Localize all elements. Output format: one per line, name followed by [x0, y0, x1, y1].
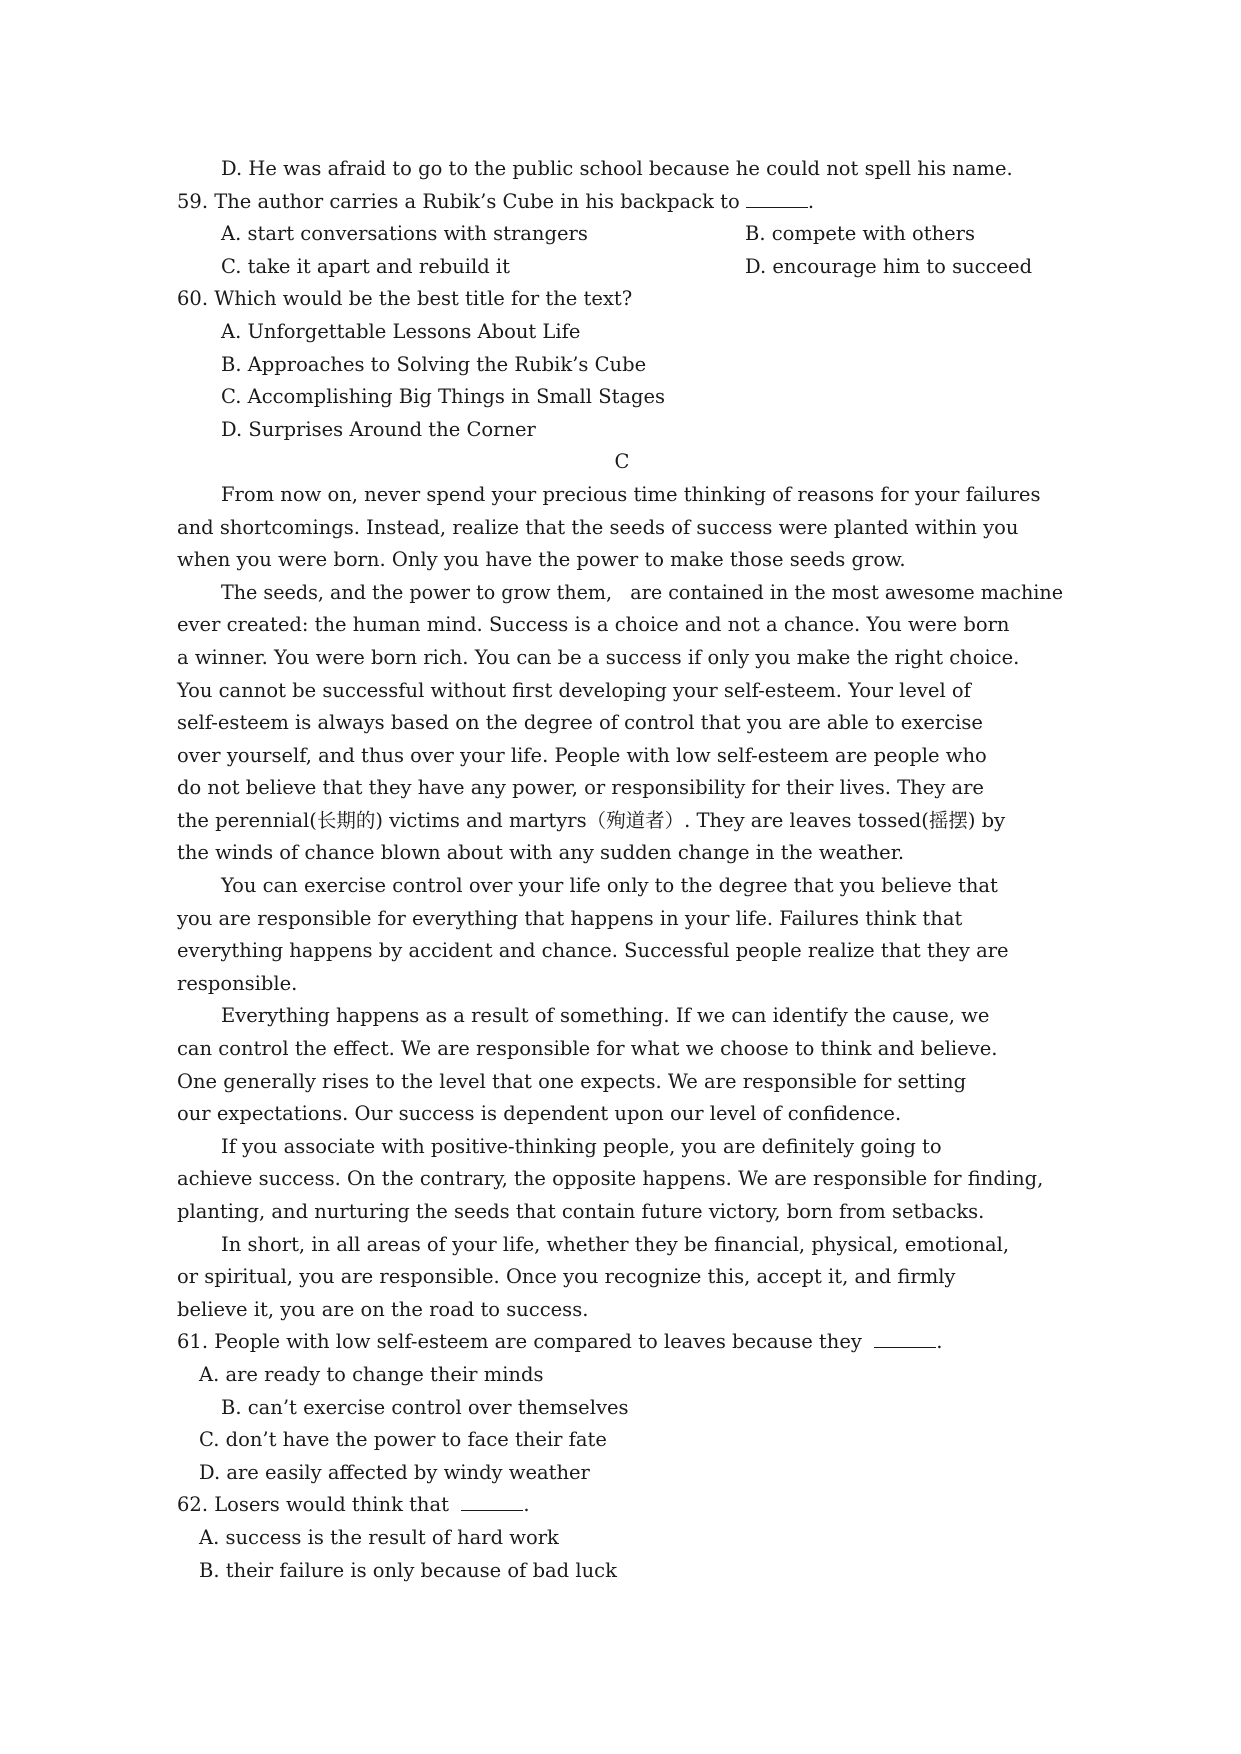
q61-option-b: B. can’t exercise control over themselves [221, 1395, 629, 1419]
passage-line: you are responsible for everything that happens in your life. Failures think that [177, 906, 963, 930]
passage-line: do not believe that they have any power, or responsibility for their lives. They are [177, 776, 984, 800]
passage-line: the perennial(长期的) victims and martyrs（殉道者）. They are leaves tossed(摇摆) by [177, 808, 1006, 832]
answer-blank [461, 1492, 523, 1511]
q61-option-c: C. don’t have the power to face their fate [199, 1428, 607, 1452]
answer-blank [746, 189, 808, 208]
passage-line: planting, and nurturing the seeds that contain future victory, born from setbacks. [177, 1200, 985, 1223]
q62-stem-end: . [523, 1493, 530, 1517]
q61-option-d: D. are easily affected by windy weather [199, 1460, 590, 1484]
q61-option-a: A. are ready to change their minds [199, 1362, 544, 1386]
q60-option-a: A. Unforgettable Lessons About Life [221, 319, 581, 343]
passage-line: a winner. You were born rich. You can be a success if only you make the right choice. [177, 645, 1020, 669]
q59-stem-end: . [807, 189, 815, 213]
q60-stem: 60. Which would be the best title for the text? [177, 287, 633, 311]
passage-line: everything happens by accident and chance. Successful people realize that they are [177, 939, 1009, 963]
passage-line: over yourself, and thus over your life. People with low self-esteem are people who [177, 743, 987, 767]
q59-option-b: B. compete with others [745, 222, 976, 246]
q62-stem [177, 1489, 1067, 1522]
q61-stem [177, 1326, 1067, 1359]
passage-line: can control the effect. We are responsible for what we choose to think and believe. [177, 1037, 998, 1061]
q60-option-b: B. Approaches to Solving the Rubik’s Cube [221, 352, 647, 376]
passage-line: One generally rises to the level that one expects. We are responsible for setting [177, 1069, 967, 1093]
passage-line: or spiritual, you are responsible. Once you recognize this, accept it, and firmly [177, 1265, 956, 1289]
q59-option-c: C. take it apart and rebuild it [221, 254, 510, 278]
passage-line: when you were born. Only you have the power to make those seeds grow. [177, 548, 906, 572]
passage-line: responsible. [177, 971, 298, 995]
passage-line: believe it, you are on the road to success. [177, 1297, 589, 1321]
passage-line: and shortcomings. Instead, realize that the seeds of success were planted within you [177, 515, 1019, 539]
passage-line: self-esteem is always based on the degree of control that you are able to exercise [177, 711, 983, 735]
q59-stem [177, 186, 1067, 219]
answer-blank [874, 1329, 936, 1348]
passage-line: In short, in all areas of your life, whether they be financial, physical, emotional, [221, 1232, 1010, 1256]
passage-line: The seeds, and the power to grow them, are contained in the most awesome machine [221, 580, 1064, 604]
passage-line: If you associate with positive-thinking people, you are definitely going to [221, 1134, 942, 1158]
q62-option-b: B. their failure is only because of bad luck [199, 1558, 617, 1582]
q60-option-d: D. Surprises Around the Corner [221, 417, 536, 441]
q60-option-c: C. Accomplishing Big Things in Small Stages [221, 385, 666, 409]
passage-line: the winds of chance blown about with any sudden change in the weather. [177, 841, 905, 865]
exam-page [177, 153, 1067, 1587]
q59-option-d: D. encourage him to succeed [745, 254, 1033, 278]
passage-line: From now on, never spend your precious time thinking of reasons for your failures [221, 482, 1041, 506]
q61-stem-end: . [936, 1330, 943, 1354]
passage-heading: C [614, 450, 630, 474]
q58-option-d: D. He was afraid to go to the public school because he could not spell his name. [221, 157, 1013, 180]
q62-option-a: A. success is the result of hard work [199, 1525, 559, 1549]
passage-line: achieve success. On the contrary, the opposite happens. We are responsible for finding, [177, 1167, 1044, 1191]
q59-options-row-1 [177, 218, 1067, 251]
passage-line: You cannot be successful without first developing your self-esteem. Your level of [177, 678, 971, 702]
q59-option-a: A. start conversations with strangers [221, 222, 588, 246]
passage-line: ever created: the human mind. Success is a choice and not a chance. You were born [177, 613, 1010, 637]
q59-options-row-2 [177, 251, 1067, 284]
q62-stem-text: 62. Losers would think that [177, 1493, 449, 1517]
q61-stem-text: 61. People with low self-esteem are compared to leaves because they [177, 1330, 862, 1354]
passage-line: Everything happens as a result of something. If we can identify the cause, we [221, 1004, 990, 1028]
passage-line: our expectations. Our success is dependent upon our level of confidence. [177, 1102, 902, 1126]
q59-stem-text: 59. The author carries a Rubik’s Cube in his backpack to [177, 189, 740, 213]
passage-line: You can exercise control over your life only to the degree that you believe that [221, 874, 998, 898]
